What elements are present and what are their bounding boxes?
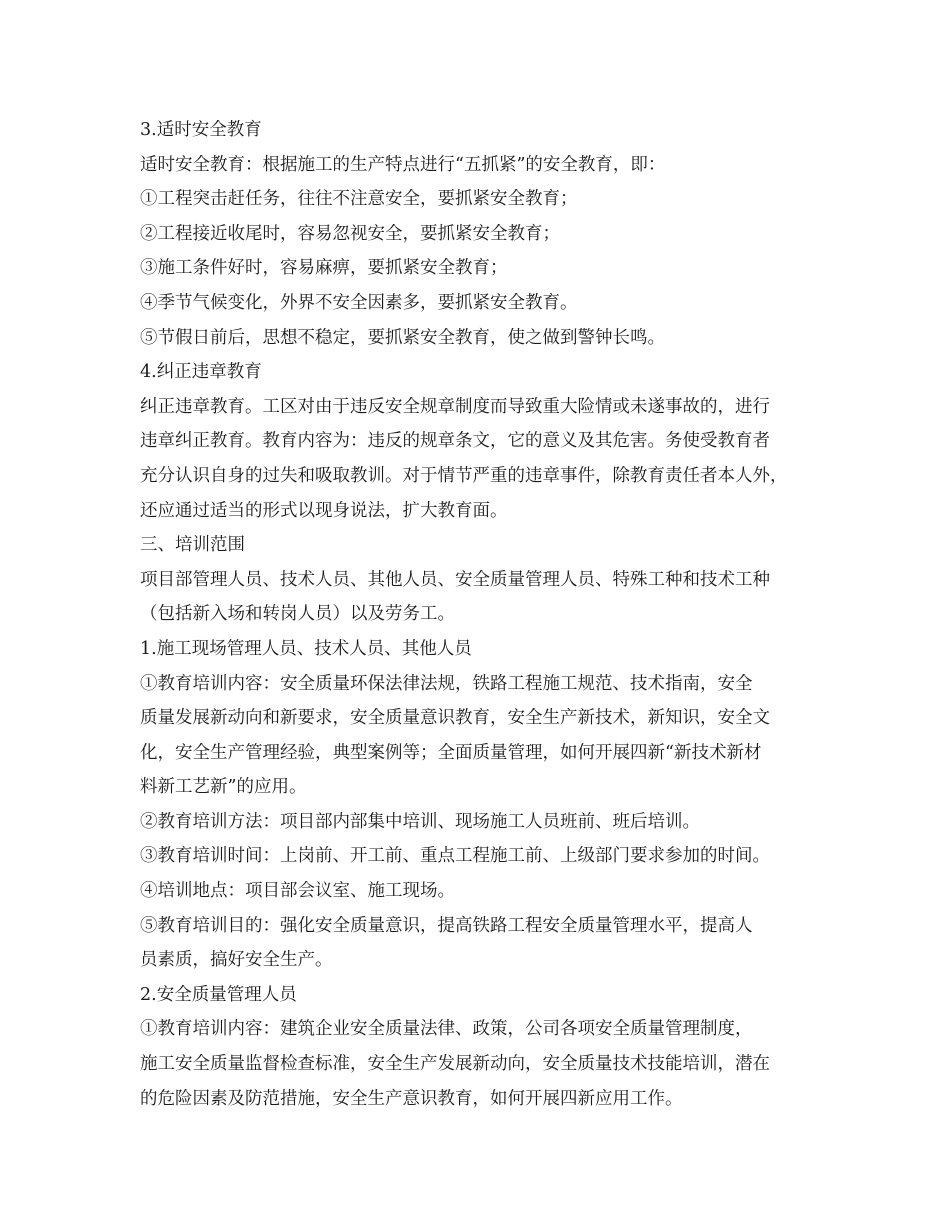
- section-heading: 三、培训范围: [140, 535, 245, 556]
- paragraph-line: 料新工艺新”的应用。: [140, 777, 307, 798]
- list-item: ②教育培训方法：项目部内部集中培训、现场施工人员班前、班后培训。: [140, 811, 700, 832]
- section-heading: 3.适时安全教育: [140, 120, 262, 140]
- list-item: ①教育培训内容：建筑企业安全质量法律、政策，公司各项安全质量管理制度，: [140, 1019, 753, 1040]
- list-item: ④培训地点：项目部会议室、施工现场。: [140, 881, 455, 902]
- paragraph-line: 充分认识自身的过失和吸取教训。对于情节严重的违章事件，除教育责任者本人外，: [140, 465, 788, 486]
- list-item: ④季节气候变化，外界不安全因素多，要抓紧安全教育。: [140, 292, 578, 313]
- paragraph-line: 纠正违章教育。工区对由于违反安全规章制度而导致重大险情或未遂事故的，进行: [140, 396, 770, 417]
- section-heading: 4.纠正违章教育: [140, 362, 262, 383]
- paragraph-line: 违章纠正教育。教育内容为：违反的规章条文，它的意义及其危害。务使受教育者: [140, 431, 770, 452]
- paragraph-line: 施工安全质量监督检查标准，安全生产发展新动向，安全质量技术技能培训，潜在: [140, 1054, 770, 1075]
- paragraph-line: 适时安全教育：根据施工的生产特点进行“五抓紧”的安全教育，即：: [140, 154, 666, 175]
- list-item: ①工程突击赶任务，往往不注意安全，要抓紧安全教育；: [140, 189, 578, 210]
- list-item: ③施工条件好时，容易麻痹，要抓紧安全教育；: [140, 258, 508, 279]
- paragraph-line: 质量发展新动向和新要求，安全质量意识教育，安全生产新技术，新知识，安全文: [140, 708, 770, 729]
- list-item: ①教育培训内容：安全质量环保法律法规，铁路工程施工规范、技术指南，安全: [140, 673, 753, 694]
- section-heading: 1.施工现场管理人员、技术人员、其他人员: [140, 638, 472, 659]
- list-item: ③教育培训时间：上岗前、开工前、重点工程施工前、上级部门要求参加的时间。: [140, 846, 770, 867]
- list-item: ⑤教育培训目的：强化安全质量意识，提高铁路工程安全质量管理水平，提高人: [140, 915, 753, 936]
- paragraph-line: （包括新入场和转岗人员）以及劳务工。: [140, 604, 455, 625]
- paragraph-line: 还应通过适当的形式以现身说法，扩大教育面。: [140, 500, 508, 521]
- paragraph-line: 员素质，搞好安全生产。: [140, 950, 333, 971]
- section-heading: 2.安全质量管理人员: [140, 984, 297, 1005]
- document-page: [140, 113, 820, 1116]
- list-item: ⑤节假日前后，思想不稳定，要抓紧安全教育，使之做到警钟长鸣。: [140, 327, 665, 348]
- paragraph-line: 项目部管理人员、技术人员、其他人员、安全质量管理人员、特殊工种和技术工种: [140, 569, 770, 590]
- paragraph-line: 的危险因素及防范措施，安全生产意识教育，如何开展四新应用工作。: [140, 1088, 683, 1109]
- list-item: ②工程接近收尾时，容易忽视安全，要抓紧安全教育；: [140, 223, 560, 244]
- paragraph-line: 化，安全生产管理经验，典型案例等；全面质量管理，如何开展四新“新技术新材: [140, 742, 762, 763]
